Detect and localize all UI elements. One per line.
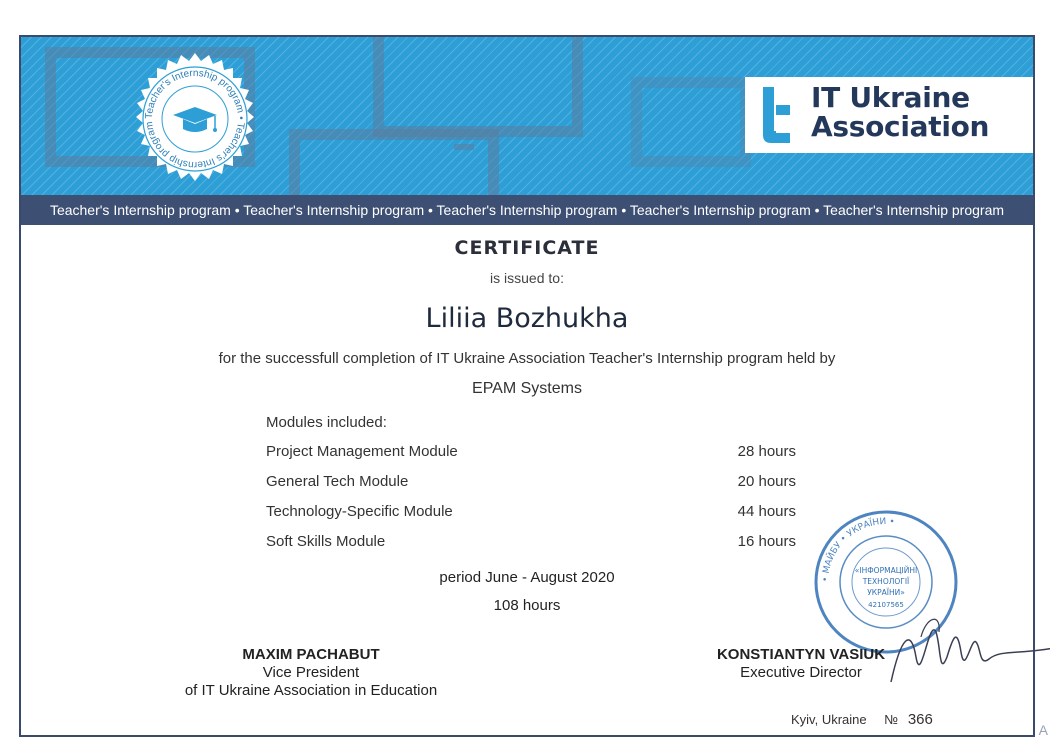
module-name: Soft Skills Module (266, 533, 386, 550)
module-row (266, 473, 796, 495)
module-name: Technology-Specific Module (266, 503, 453, 520)
decor-window-shape (631, 77, 751, 167)
logo-line-2: Association (811, 110, 990, 143)
signatory-title: Vice President (262, 664, 360, 681)
issue-place-number (791, 711, 933, 728)
host-organization: EPAM Systems (472, 380, 582, 397)
module-name: Project Management Module (266, 443, 458, 460)
signatory-name: MAXIM PACHABUT (242, 646, 380, 663)
issue-place: Kyiv, Ukraine (791, 712, 867, 727)
number-sign: № (884, 712, 899, 727)
module-hours: 44 hours (737, 503, 796, 520)
decor-window-shape (373, 37, 583, 137)
certificate-title: CERTIFICATE (454, 237, 600, 259)
completion-statement: for the successfull completion of IT Ukraine Association Teacher's Internship program held by (218, 350, 836, 367)
recipient-name: Liliia Bozhukha (425, 303, 629, 334)
certificate-frame (19, 35, 1035, 737)
module-row (266, 443, 796, 465)
it-ukraine-logo-mark (763, 87, 791, 143)
logo-line-1: IT Ukraine (811, 81, 970, 114)
modules-heading: Modules included: (266, 414, 387, 431)
signatory-title: Executive Director (740, 664, 862, 681)
header-banner (21, 37, 1033, 195)
module-hours: 16 hours (737, 533, 796, 550)
stamp-code: 42107565 (868, 601, 904, 609)
logo-wordmark (811, 83, 989, 141)
module-row (266, 503, 796, 525)
signatory-title: of IT Ukraine Association in Education (184, 682, 438, 699)
stamp-ring-text: • МАЙБУ • УКРАЇНИ • (820, 516, 896, 583)
decor-window-shape (289, 129, 499, 195)
total-hours: 108 hours (493, 597, 561, 614)
signatory-right (701, 646, 901, 682)
module-hours: 28 hours (737, 443, 796, 460)
program-period: period June - August 2020 (439, 569, 615, 586)
program-strip: Teacher's Internship program • Teacher's Internship program • Teacher's Internship program • Teacher's Internship program • Teacher's Internship program (21, 195, 1033, 225)
program-seal (127, 51, 263, 187)
issued-to-label: is issued to: (490, 270, 564, 286)
module-name: General Tech Module (266, 473, 409, 490)
signatory-left (161, 646, 461, 700)
seal-ring-text: Teacher's Internship program • Teacher's Internship program (143, 67, 247, 171)
handwritten-signature (881, 597, 1050, 697)
stamp-center-text: «IНФОРМАЦIЙНI (854, 566, 918, 575)
stamp-center-text: УКРАЇНИ» (867, 588, 905, 597)
signatory-name: KONSTIANTYN VASIUK (716, 646, 886, 663)
module-row (266, 533, 796, 555)
it-ukraine-logo (745, 77, 1033, 153)
certificate-number: 366 (907, 711, 933, 728)
edge-cutoff-text: A (1038, 722, 1048, 738)
stamp-center-text: ТЕХНОЛОГIЇ (862, 577, 910, 586)
module-hours: 20 hours (737, 473, 796, 490)
